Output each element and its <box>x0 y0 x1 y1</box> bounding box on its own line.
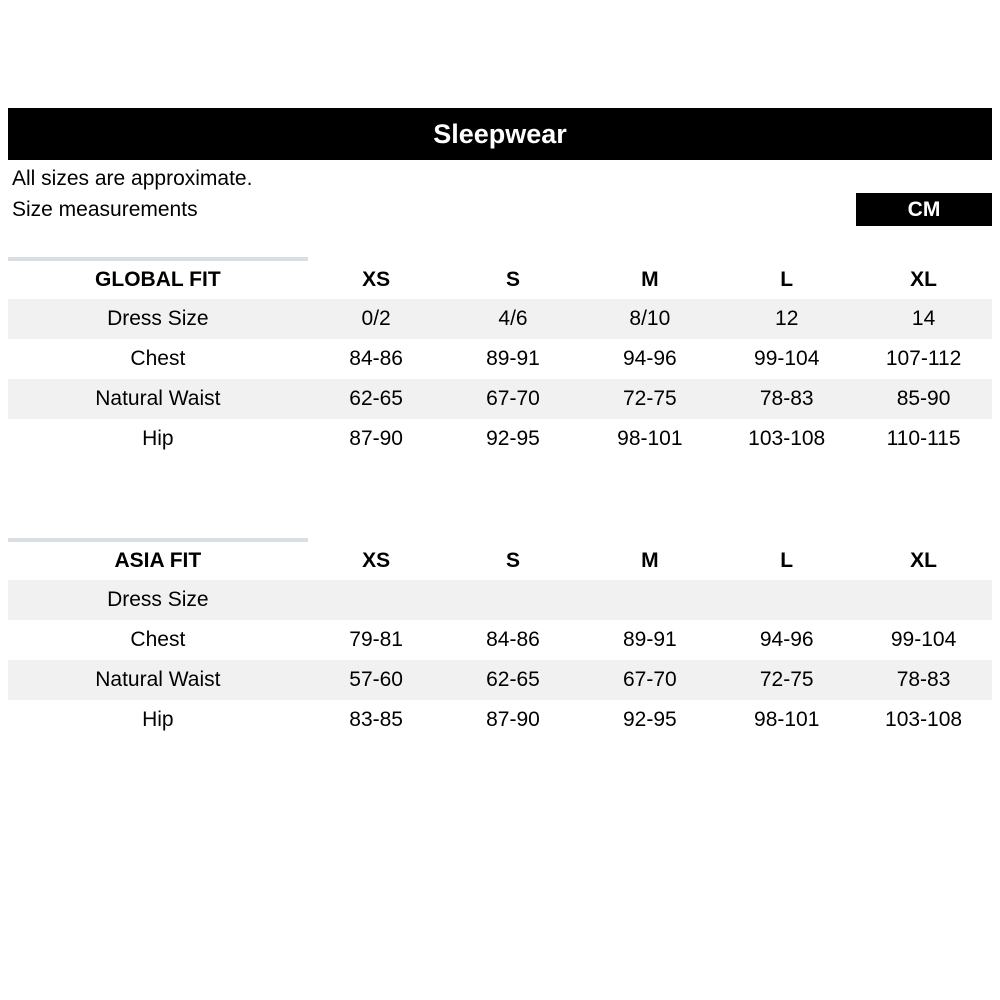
table-cell: 103-108 <box>748 427 826 450</box>
table-cell: 78-83 <box>759 387 814 410</box>
table-cell: 98-101 <box>617 427 683 450</box>
table-cell: 94-96 <box>759 628 814 651</box>
table-header-row <box>8 257 992 299</box>
table-cell: 84-86 <box>349 347 403 370</box>
size-header-m: M <box>641 268 659 291</box>
row-label: Chest <box>130 347 186 370</box>
table-row-hip <box>8 700 992 740</box>
table-row-chest <box>8 339 992 379</box>
table-cell: 84-86 <box>486 628 540 651</box>
table-cell: 107-112 <box>885 347 962 370</box>
header-rule <box>8 257 308 261</box>
table-cell: 98-101 <box>754 708 820 731</box>
table-cell: 99-104 <box>754 347 820 370</box>
table-cell: 72-75 <box>622 387 677 410</box>
table-cell: 99-104 <box>890 628 957 651</box>
table-cell: 94-96 <box>622 347 677 370</box>
table-cell: 57-60 <box>349 668 403 691</box>
table-row-dress-size <box>8 580 992 620</box>
table-cell: 67-70 <box>486 387 540 410</box>
table-cell: 67-70 <box>622 668 677 691</box>
size-header-s: S <box>505 549 520 572</box>
page-title: Sleepwear <box>8 108 992 160</box>
measurements-note: Size measurements <box>12 198 198 221</box>
table-row-hip <box>8 419 992 459</box>
table-cell: 92-95 <box>486 427 540 450</box>
row-label: Hip <box>142 708 174 731</box>
row-label: Dress Size <box>107 307 209 330</box>
table-cell: 0/2 <box>361 307 391 330</box>
row-label: Natural Waist <box>95 387 221 410</box>
table-cell: 72-75 <box>759 668 814 691</box>
row-label: Hip <box>142 427 174 450</box>
table-cell: 87-90 <box>486 708 540 731</box>
table-cell: 78-83 <box>896 668 951 691</box>
table-cell: 62-65 <box>486 668 540 691</box>
row-label: Chest <box>130 628 186 651</box>
size-header-s: S <box>505 268 520 291</box>
table-row-chest <box>8 620 992 660</box>
table-cell: 89-91 <box>486 347 540 370</box>
header-rule <box>8 538 308 542</box>
table-row-natural-waist <box>8 660 992 700</box>
table-cell: 110-115 <box>886 427 961 450</box>
size-header-xs: XS <box>362 268 391 291</box>
table-cell: 87-90 <box>349 427 403 450</box>
table-cell: 92-95 <box>622 708 677 731</box>
table-row-natural-waist <box>8 379 992 419</box>
table-cell: 79-81 <box>349 628 403 651</box>
table-cell: 4/6 <box>498 307 528 330</box>
unit-badge: CM <box>856 193 992 226</box>
table-cell: 14 <box>911 307 936 330</box>
size-header-xs: XS <box>362 549 391 572</box>
table-cell: 8/10 <box>629 307 671 330</box>
global-fit-table <box>8 257 992 459</box>
size-header-xl: XL <box>910 549 937 572</box>
table-cell: 85-90 <box>896 387 951 410</box>
size-header-m: M <box>641 549 659 572</box>
approximate-note: All sizes are approximate. <box>12 167 253 190</box>
table-cell: 12 <box>775 307 799 330</box>
table-cell: 89-91 <box>622 628 677 651</box>
table-cell: 103-108 <box>885 708 963 731</box>
row-label: Dress Size <box>107 588 209 611</box>
table-name: GLOBAL FIT <box>95 268 221 291</box>
table-name: ASIA FIT <box>114 549 202 572</box>
asia-fit-table <box>8 538 992 740</box>
table-row-dress-size <box>8 299 992 339</box>
size-header-l: L <box>780 268 794 291</box>
table-header-row <box>8 538 992 580</box>
size-header-xl: XL <box>910 268 937 291</box>
size-header-l: L <box>780 549 794 572</box>
table-cell: 62-65 <box>349 387 403 410</box>
table-cell: 83-85 <box>349 708 403 731</box>
row-label: Natural Waist <box>95 668 221 691</box>
